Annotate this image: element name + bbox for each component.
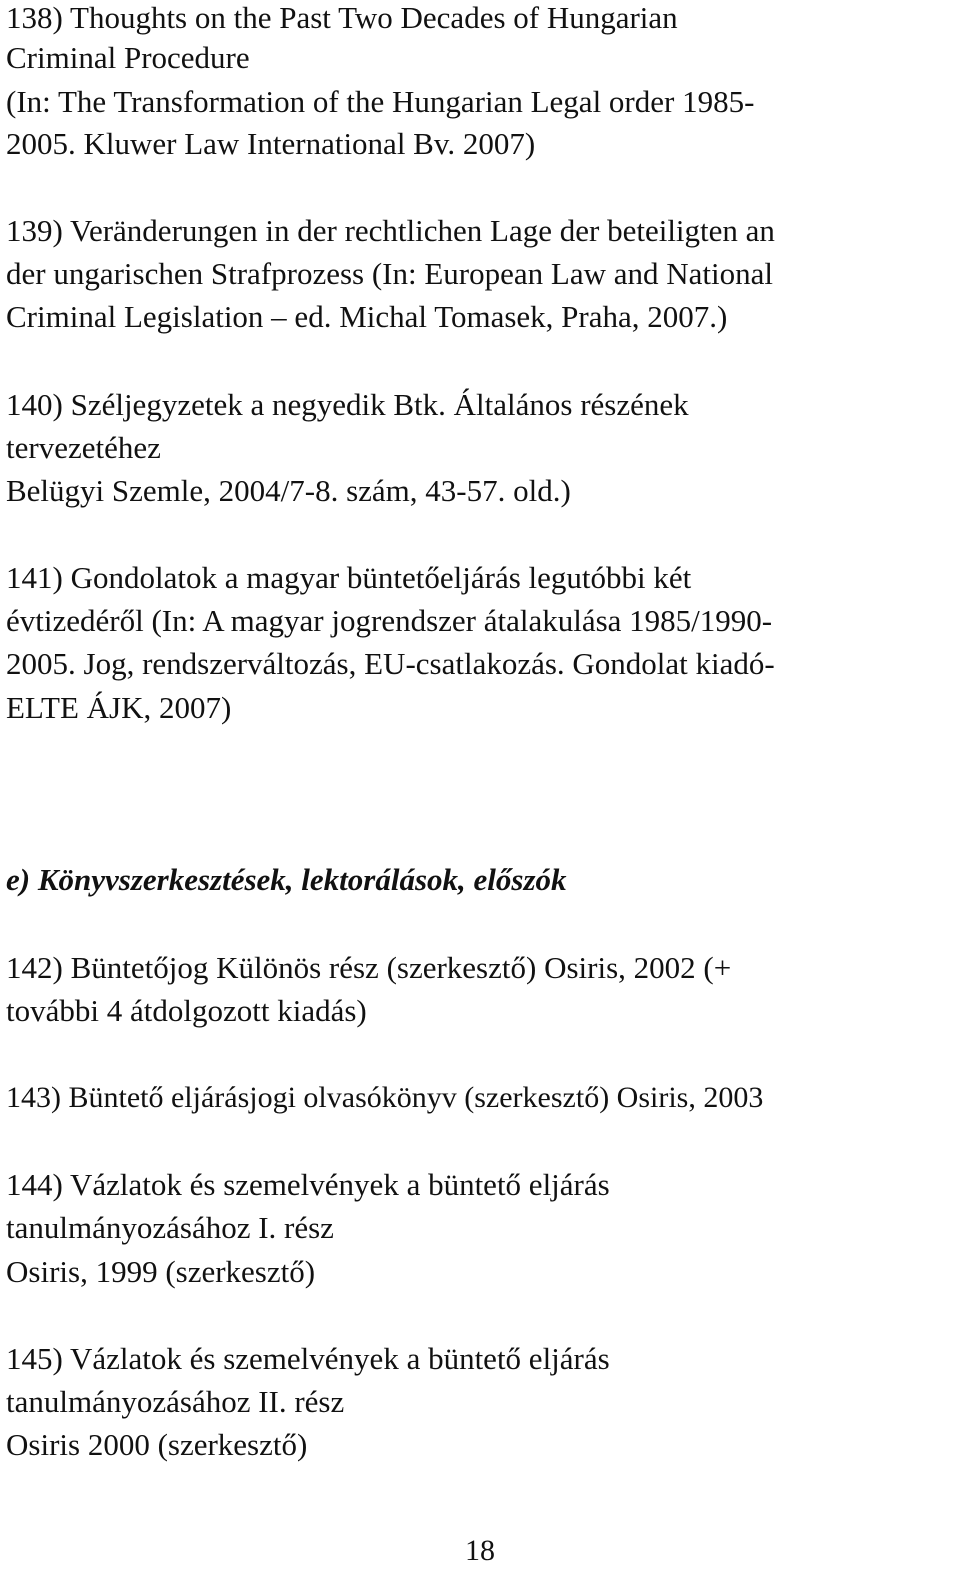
entry-line: 144) Vázlatok és szemelvények a büntető eljárás	[6, 1167, 610, 1202]
entry-line: ELTE ÁJK, 2007)	[6, 690, 232, 725]
entry-line: 140) Széljegyzetek a negyedik Btk. Általános részének	[6, 387, 689, 422]
section-heading: e) Könyvszerkesztések, lektorálások, előszók	[6, 862, 567, 897]
entry-line: 145) Vázlatok és szemelvények a büntető eljárás	[6, 1341, 610, 1376]
entry-line: Osiris, 1999 (szerkesztő)	[6, 1254, 316, 1289]
entry-line: 2005. Kluwer Law International Bv. 2007)	[6, 126, 536, 161]
entry-line: 143) Büntető eljárásjogi olvasókönyv (szerkesztő) Osiris, 2003	[6, 1081, 764, 1114]
entry-line: der ungarischen Strafprozess (In: European Law and National	[6, 256, 773, 291]
entry-line: 138) Thoughts on the Past Two Decades of Hungarian	[6, 0, 678, 35]
entry-line: Criminal Legislation – ed. Michal Tomasek, Praha, 2007.)	[6, 299, 728, 334]
entry-line: tanulmányozásához II. rész	[6, 1384, 345, 1419]
entry-line: további 4 átdolgozott kiadás)	[6, 993, 367, 1028]
entry-line: 139) Veränderungen in der rechtlichen Lage der beteiligten an	[6, 213, 775, 248]
entry-line: évtizedéről (In: A magyar jogrendszer átalakulása 1985/1990-	[6, 603, 773, 638]
entry-line: (In: The Transformation of the Hungarian Legal order 1985-	[6, 84, 755, 119]
entry-line: tervezetéhez	[6, 430, 161, 465]
entry-line: 141) Gondolatok a magyar büntetőeljárás legutóbbi két	[6, 560, 692, 595]
entry-line: Osiris 2000 (szerkesztő)	[6, 1427, 308, 1462]
entry-line: 142) Büntetőjog Különös rész (szerkesztő) Osiris, 2002 (+	[6, 950, 732, 985]
entry-line: Belügyi Szemle, 2004/7-8. szám, 43-57. old.)	[6, 473, 571, 508]
page-number: 18	[465, 1534, 495, 1567]
entry-line: tanulmányozásához I. rész	[6, 1210, 334, 1245]
entry-line: Criminal Procedure	[6, 40, 250, 75]
entry-line: 2005. Jog, rendszerváltozás, EU-csatlakozás. Gondolat kiadó-	[6, 646, 775, 681]
